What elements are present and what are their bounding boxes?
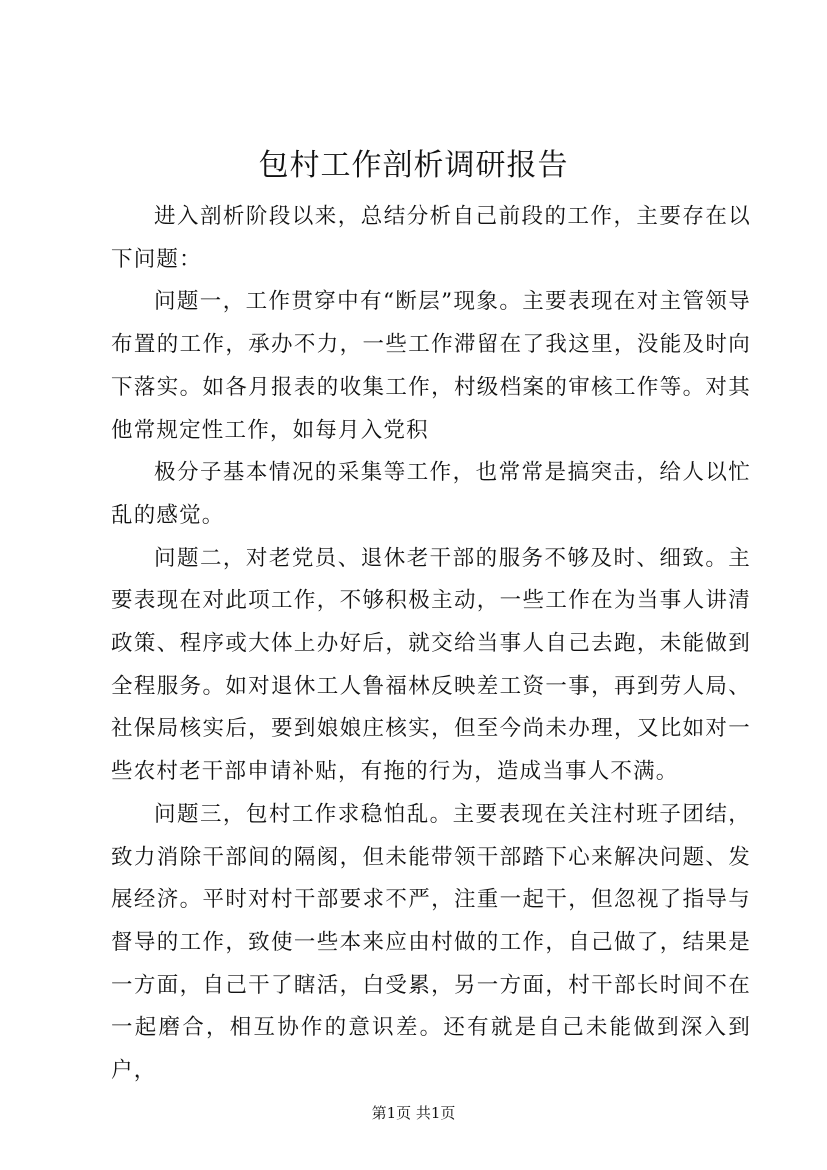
- paragraph-problem-one-continued: 极分子基本情况的采集等工作，也常常是搞突击，给人以忙乱的感觉。: [111, 460, 751, 528]
- document-title: 包村工作剖析调研报告: [258, 148, 569, 183]
- page-footer: 第1页 共1页: [371, 1104, 456, 1122]
- document-body: [111, 196, 751, 1093]
- paragraph-intro: 进入剖析阶段以来，总结分析自己前段的工作，主要存在以下问题：: [111, 204, 751, 272]
- paragraph-problem-one: 问题一，工作贯穿中有“断层”现象。主要表现在对主管领导布置的工作，承办不力，一些工作滞留在了我这里，没能及时向下落实。如各月报表的收集工作，村级档案的审核工作等。对其他常规定性工作，如每月入党积: [111, 289, 751, 443]
- paragraph-problem-two: 问题二，对老党员、退休老干部的服务不够及时、细致。主要表现在对此项工作，不够积极主动，一些工作在为当事人讲清政策、程序或大体上办好后，就交给当事人自己去跑，未能做到全程服务。如对退休工人鲁福林反映差工资一事，再到劳人局、社保局核实后，要到娘娘庄核实，但至今尚未办理，又比如对一些农村老干部申请补贴，有拖的行为，造成当事人不满。: [111, 545, 751, 785]
- paragraph-problem-three: 问题三，包村工作求稳怕乱。主要表现在关注村班子团结，致力消除干部间的隔阂，但未能带领干部踏下心来解决问题、发展经济。平时对村干部要求不严，注重一起干，但忽视了指导与督导的工作，致使一些本来应由村做的工作，自己做了，结果是一方面，自己干了瞎活，白受累，另一方面，村干部长时间不在一起磨合，相互协作的意识差。还有就是自己未能做到深入到户，: [111, 801, 751, 1084]
